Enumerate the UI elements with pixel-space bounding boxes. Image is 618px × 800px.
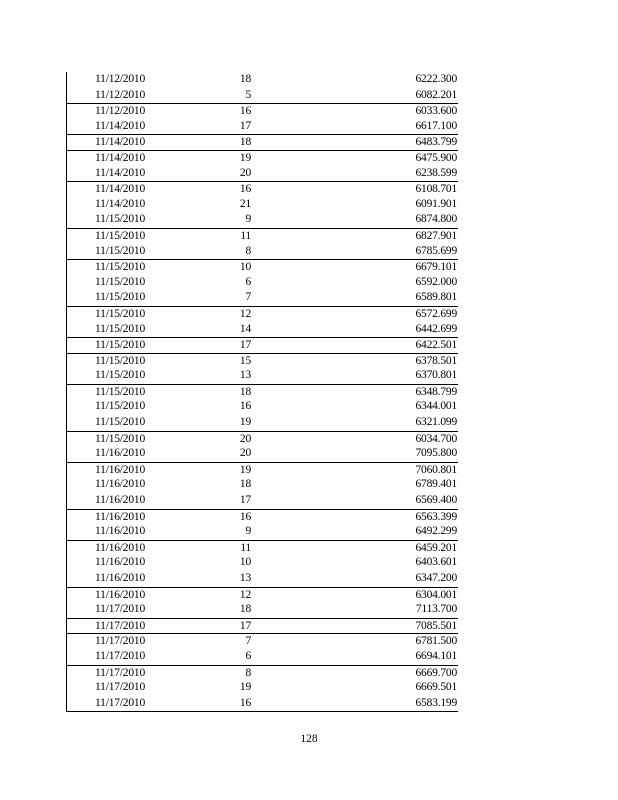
value-cell: 6222.300	[415, 73, 457, 85]
date-cell: 11/17/2010	[95, 649, 145, 662]
date-cell: 11/16/2010	[95, 447, 145, 460]
date-cell: 11/16/2010	[95, 588, 145, 601]
count-cell: 20	[239, 447, 251, 460]
value-cell: 6563.399	[415, 510, 457, 523]
date-cell: 11/15/2010	[95, 354, 145, 367]
table-row	[67, 228, 458, 244]
count-cell: 18	[239, 136, 251, 149]
count-cell: 12	[239, 307, 251, 320]
table-row	[67, 119, 458, 135]
value-cell: 6572.699	[415, 307, 457, 320]
table-row	[67, 212, 458, 228]
value-cell: 6370.801	[415, 369, 457, 382]
table-row	[67, 88, 458, 104]
date-cell: 11/15/2010	[95, 400, 145, 413]
table-row	[67, 322, 458, 338]
value-cell: 6569.400	[415, 494, 457, 507]
table-row	[67, 150, 458, 166]
count-cell: 20	[239, 432, 251, 445]
count-cell: 17	[239, 119, 251, 132]
table-row	[67, 462, 458, 478]
table-row	[67, 587, 458, 603]
count-cell: 19	[239, 151, 251, 164]
date-cell: 11/15/2010	[95, 291, 145, 304]
value-cell: 6442.699	[415, 322, 457, 335]
table-row	[67, 431, 458, 447]
table-row	[67, 275, 458, 291]
date-cell: 11/15/2010	[95, 213, 145, 226]
value-cell: 6781.500	[415, 635, 457, 648]
value-cell: 6304.001	[415, 588, 457, 601]
date-cell: 11/15/2010	[95, 339, 145, 352]
count-cell: 15	[239, 354, 251, 367]
table-row	[67, 290, 458, 306]
count-cell: 11	[240, 229, 251, 242]
table-row	[67, 696, 458, 712]
value-cell: 6679.101	[415, 261, 457, 274]
date-cell: 11/14/2010	[95, 183, 145, 196]
value-cell: 6459.201	[415, 541, 457, 554]
date-cell: 11/12/2010	[95, 73, 145, 85]
count-cell: 10	[239, 556, 251, 569]
date-cell: 11/16/2010	[95, 525, 145, 538]
count-cell: 17	[239, 339, 251, 352]
table-row	[67, 477, 458, 493]
count-cell: 6	[245, 649, 251, 662]
table-row	[67, 446, 458, 462]
date-cell: 11/15/2010	[95, 369, 145, 382]
table-row	[67, 399, 458, 415]
date-cell: 11/14/2010	[95, 119, 145, 132]
count-cell: 18	[239, 385, 251, 398]
count-cell: 7	[245, 635, 251, 648]
date-cell: 11/15/2010	[95, 432, 145, 445]
table-row	[67, 306, 458, 322]
date-cell: 11/16/2010	[95, 494, 145, 507]
count-cell: 21	[239, 197, 251, 210]
value-cell: 6033.600	[415, 105, 457, 118]
count-cell: 11	[240, 541, 251, 554]
table-row	[67, 665, 458, 681]
date-cell: 11/15/2010	[95, 275, 145, 288]
date-cell: 11/14/2010	[95, 166, 145, 179]
count-cell: 18	[239, 603, 251, 616]
value-cell: 6583.199	[415, 696, 457, 709]
date-cell: 11/17/2010	[95, 666, 145, 679]
count-cell: 9	[245, 525, 251, 538]
count-cell: 16	[239, 105, 251, 118]
count-cell: 13	[239, 572, 251, 584]
value-cell: 6492.299	[415, 525, 457, 538]
value-cell: 6874.800	[415, 213, 457, 226]
table-row	[67, 244, 458, 260]
table-row	[67, 649, 458, 665]
value-cell: 6785.699	[415, 244, 457, 257]
value-cell: 7085.501	[415, 619, 457, 632]
table-row	[67, 166, 458, 182]
date-cell: 11/16/2010	[95, 541, 145, 554]
value-cell: 6238.599	[415, 166, 457, 179]
date-cell: 11/16/2010	[95, 478, 145, 491]
count-cell: 18	[239, 478, 251, 491]
count-cell: 17	[239, 494, 251, 507]
count-cell: 8	[245, 666, 251, 679]
value-cell: 6694.101	[415, 649, 457, 662]
data-table	[66, 72, 458, 712]
page-number: 128	[300, 733, 318, 745]
table-row	[67, 72, 458, 88]
value-cell: 6034.700	[415, 432, 457, 445]
date-cell: 11/15/2010	[95, 261, 145, 274]
date-cell: 11/17/2010	[95, 681, 145, 694]
table-row	[67, 509, 458, 525]
date-cell: 11/14/2010	[95, 197, 145, 210]
count-cell: 19	[239, 416, 251, 429]
date-cell: 11/12/2010	[95, 88, 145, 101]
value-cell: 6669.501	[415, 681, 457, 694]
count-cell: 16	[239, 510, 251, 523]
date-cell: 11/17/2010	[95, 635, 145, 648]
table-row	[67, 633, 458, 649]
value-cell: 7113.700	[415, 603, 457, 616]
value-cell: 6348.799	[415, 385, 457, 398]
value-cell: 6403.601	[415, 556, 457, 569]
count-cell: 16	[239, 400, 251, 413]
count-cell: 6	[245, 275, 251, 288]
table-row	[67, 602, 458, 618]
count-cell: 17	[239, 619, 251, 632]
value-cell: 6082.201	[415, 88, 457, 101]
count-cell: 19	[239, 463, 251, 476]
date-cell: 11/16/2010	[95, 510, 145, 523]
count-cell: 9	[245, 213, 251, 226]
date-cell: 11/17/2010	[95, 603, 145, 616]
value-cell: 6617.100	[415, 119, 457, 132]
value-cell: 6091.901	[415, 197, 457, 210]
value-cell: 7095.800	[415, 447, 457, 460]
table-row	[67, 337, 458, 353]
date-cell: 11/16/2010	[95, 556, 145, 569]
table-row	[67, 540, 458, 556]
table-row	[67, 680, 458, 696]
date-cell: 11/15/2010	[95, 322, 145, 335]
date-cell: 11/17/2010	[95, 619, 145, 632]
value-cell: 6422.501	[415, 339, 457, 352]
count-cell: 8	[245, 244, 251, 257]
table-row	[67, 197, 458, 213]
value-cell: 6108.701	[415, 183, 457, 196]
date-cell: 11/14/2010	[95, 136, 145, 149]
value-cell: 6827.901	[415, 229, 457, 242]
table-row	[67, 353, 458, 369]
table-row	[67, 555, 458, 571]
value-cell: 7060.801	[415, 463, 457, 476]
date-cell: 11/15/2010	[95, 385, 145, 398]
value-cell: 6321.099	[415, 416, 457, 429]
count-cell: 20	[239, 166, 251, 179]
date-cell: 11/14/2010	[95, 151, 145, 164]
value-cell: 6378.501	[415, 354, 457, 367]
table-row	[67, 181, 458, 197]
date-cell: 11/15/2010	[95, 229, 145, 242]
table-row	[67, 384, 458, 400]
table-row	[67, 103, 458, 119]
count-cell: 16	[239, 183, 251, 196]
count-cell: 16	[239, 696, 251, 709]
date-cell: 11/16/2010	[95, 572, 145, 584]
value-cell: 6789.401	[415, 478, 457, 491]
date-cell: 11/15/2010	[95, 244, 145, 257]
table-row	[67, 368, 458, 384]
table-row	[67, 571, 458, 587]
table-row	[67, 618, 458, 634]
table-row	[67, 493, 458, 509]
date-cell: 11/17/2010	[95, 696, 145, 709]
value-cell: 6669.700	[415, 666, 457, 679]
table-row	[67, 134, 458, 150]
date-cell: 11/15/2010	[95, 307, 145, 320]
count-cell: 14	[239, 322, 251, 335]
value-cell: 6475.900	[415, 151, 457, 164]
value-cell: 6483.799	[415, 136, 457, 149]
count-cell: 10	[239, 261, 251, 274]
table-row	[67, 524, 458, 540]
count-cell: 13	[239, 369, 251, 382]
count-cell: 12	[239, 588, 251, 601]
table-row	[67, 415, 458, 431]
date-cell: 11/16/2010	[95, 463, 145, 476]
count-cell: 5	[245, 88, 251, 101]
value-cell: 6592.000	[415, 275, 457, 288]
count-cell: 7	[245, 291, 251, 304]
count-cell: 18	[239, 73, 251, 85]
value-cell: 6344.001	[415, 400, 457, 413]
table-row	[67, 259, 458, 275]
date-cell: 11/15/2010	[95, 416, 145, 429]
value-cell: 6589.801	[415, 291, 457, 304]
date-cell: 11/12/2010	[95, 105, 145, 118]
value-cell: 6347.200	[415, 572, 457, 584]
count-cell: 19	[239, 681, 251, 694]
